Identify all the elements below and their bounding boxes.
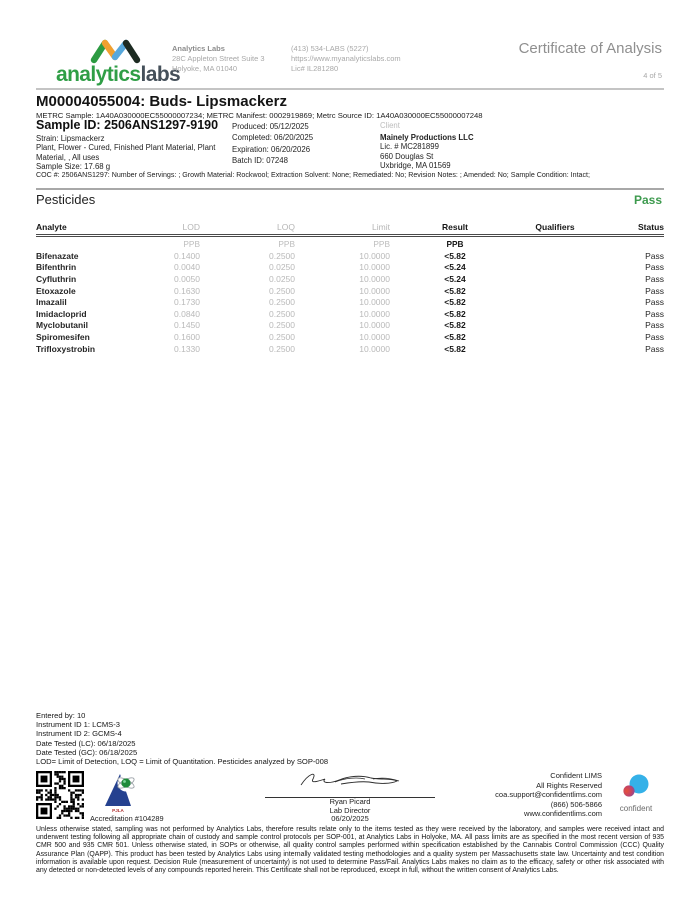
signer-date: 06/20/2025 (331, 814, 369, 823)
cell-loq: 0.2500 (269, 343, 295, 354)
cell-lod: 0.0840 (174, 308, 200, 319)
pesticides-section-title: Pesticides (36, 192, 96, 207)
confident-line: Confident LIMS (550, 771, 602, 780)
unit-limit: PPB (373, 239, 390, 249)
cell-status: Pass (645, 343, 664, 354)
client-address-line2: Uxbridge, MA 01569 (380, 161, 451, 171)
sample-title: M00004055004: Buds- Lipsmackerz (36, 93, 287, 110)
cell-limit: 10.0000 (359, 320, 390, 331)
cell-analyte: Bifenazate (36, 250, 79, 261)
lab-address-line2: Holyoke, MA 01040 (172, 64, 238, 73)
cell-analyte: Imidacloprid (36, 308, 87, 319)
notes-block (36, 711, 328, 766)
accreditation-number: Accreditation #104289 (90, 814, 164, 823)
cell-result: <5.82 (444, 250, 466, 261)
sample-type-line2: Material, , All uses (36, 152, 100, 162)
signature-icon (295, 778, 405, 795)
signer-name: Ryan Picard (329, 797, 371, 806)
cell-loq: 0.2500 (269, 308, 295, 319)
cell-result: <5.82 (444, 343, 466, 354)
cell-status: Pass (645, 262, 664, 273)
table-row (36, 331, 664, 343)
document-title: Certificate of Analysis (518, 40, 662, 57)
client-name: Mainely Productions LLC (380, 132, 474, 142)
dates-col (232, 121, 313, 167)
cell-limit: 10.0000 (359, 273, 390, 284)
logo-zigzag-icon (56, 36, 176, 64)
col-header-limit: Limit (372, 222, 390, 232)
confident-line: coa.support@confidentlims.com (495, 790, 602, 799)
section-divider (36, 188, 664, 190)
col-header-status: Status (638, 222, 664, 232)
metrc-line: METRC Sample: 1A40A030000EC55000007234; METRC Manifest: 0002919869; Metrc Source ID: 1A40A030000EC55000007248 (36, 111, 483, 120)
cell-status: Pass (645, 273, 664, 284)
cell-result: <5.82 (444, 320, 466, 331)
note-line: Date Tested (GC): 06/18/2025 (36, 747, 138, 757)
completed-date: Completed: 06/20/2025 (232, 133, 314, 143)
header-divider (36, 88, 664, 90)
cell-result: <5.24 (444, 273, 466, 284)
cell-analyte: Spiromesifen (36, 331, 90, 342)
client-license: Lic. # MC281899 (380, 142, 439, 152)
note-line: Entered by: 10 (36, 711, 86, 720)
cell-status: Pass (645, 331, 664, 342)
cell-analyte: Myclobutanil (36, 320, 88, 331)
table-row (36, 296, 664, 308)
cell-analyte: Etoxazole (36, 285, 76, 296)
cell-result: <5.82 (444, 297, 466, 308)
lab-address-line1: 28C Appleton Street Suite 3 (172, 54, 265, 63)
cell-lod: 0.1330 (174, 343, 200, 354)
table-row (36, 250, 664, 262)
unit-lod: PPB (183, 239, 200, 249)
cell-lod: 0.0040 (174, 262, 200, 273)
lab-phone: (413) 534-LABS (5227) (291, 44, 369, 53)
sample-id: Sample ID: 2506ANS1297-9190 (36, 118, 219, 132)
sample-size: Sample Size: 17.68 g (36, 162, 111, 171)
note-line: Instrument ID 2: GCMS-4 (36, 729, 122, 739)
confident-line: (866) 506-5866 (550, 799, 602, 809)
lab-website: https://www.myanalyticslabs.com (291, 54, 401, 63)
table-row (36, 285, 664, 297)
signature-block (265, 769, 435, 824)
confident-logo (608, 773, 664, 813)
coc-line: COC #: 2506ANS1297: Number of Servings: ; Growth Material: Rockwool; Extraction Solvent: None; Remediated: No; Revision Notes: ; Amended: No; Sample Condition: Intact; (36, 171, 590, 179)
client-col (380, 121, 474, 171)
batch-id: Batch ID: 07248 (232, 156, 288, 166)
table-row (36, 273, 664, 285)
cell-loq: 0.2500 (269, 297, 295, 308)
cell-lod: 0.1600 (174, 331, 200, 342)
lab-name: Analytics Labs (172, 44, 225, 53)
strain: Strain: Lipsmackerz (36, 134, 105, 143)
pesticides-section-status: Pass (633, 193, 662, 207)
col-header-loq: LOQ (277, 222, 295, 232)
cell-loq: 0.2500 (269, 285, 295, 296)
sample-details-col (36, 134, 241, 162)
col-header-result: Result (442, 222, 468, 232)
lab-license: Lic# IL281280 (291, 64, 339, 73)
cell-lod: 0.1400 (174, 250, 200, 261)
lab-contact-block (291, 44, 401, 74)
note-line: LOD= Limit of Detection, LOQ = Limit of Quantitation. Pesticides analyzed by SOP-008 (36, 757, 329, 767)
cell-limit: 10.0000 (359, 250, 390, 261)
cell-status: Pass (645, 250, 664, 261)
sample-type-line1: Plant, Flower - Cured, Finished Plant Material, Plant (36, 143, 216, 153)
unit-result: PPB (446, 239, 464, 249)
confident-line: All Rights Reserved (536, 780, 602, 790)
cell-loq: 0.2500 (269, 250, 295, 261)
client-address-line1: 660 Douglas St (380, 151, 434, 161)
cell-lod: 0.0050 (174, 273, 200, 284)
cell-analyte: Trifloxystrobin (36, 343, 96, 354)
produced-date: Produced: 05/12/2025 (232, 122, 309, 131)
pjla-label: PJLA (112, 808, 124, 813)
table-row (36, 308, 664, 320)
pesticides-units-row (36, 237, 664, 250)
cell-limit: 10.0000 (359, 343, 390, 354)
expiration-date: Expiration: 06/20/2026 (232, 144, 311, 154)
cell-lod: 0.1730 (174, 297, 200, 308)
cell-lod: 0.1450 (174, 320, 200, 331)
confident-logo-word: confident (619, 804, 653, 813)
unit-loq: PPB (278, 239, 295, 249)
confident-line: www.confidentlims.com (524, 809, 602, 818)
cell-result: <5.82 (444, 308, 466, 319)
disclaimer-text: Unless otherwise stated, sampling was not performed by Analytics Labs, therefore results relate only to the items tested as they were received by the laboratory, and samples were received intact and underwent testing following all appropriate chain of custody and sample control protocols per SOP-001, at Analytics Labs in Holyoke, MA. All pass limits are as specified in the most recent version of 935 CMR 500 and 935 CMR 501. Unless otherwise stated, in SOPs or otherwise, all quality control samples performed within specification established by the Cannabis Control Commission (CCC) Quality Assurance Plan (QAPP). This product has been tested by Analytics Labs using internally validated testing methodologies and a quality system per Massachusetts state law. Uncertainty and test condition information is available upon request. Decision Rule (measurement of uncertainty) is not used to determine Pass/Fail. Analytics Labs makes no claim as to the efficacy, safety or other risk associated with any detected or non-detected levels of any compounds reported herein. This Certificate shall not be reproduced, except in full, without the written consent of Analytics Labs. (36, 826, 664, 875)
cell-limit: 10.0000 (359, 331, 390, 342)
pesticides-table-header (36, 222, 664, 237)
cell-result: <5.24 (444, 262, 466, 273)
cell-result: <5.82 (444, 331, 466, 342)
note-line: Date Tested (LC): 06/18/2025 (36, 738, 136, 748)
note-line: Instrument ID 1: LCMS-3 (36, 720, 120, 730)
logo-wordmark: analyticslabs (56, 63, 181, 86)
cell-status: Pass (645, 308, 664, 319)
cell-limit: 10.0000 (359, 308, 390, 319)
pjla-accreditation-icon (98, 770, 138, 814)
cell-analyte: Bifenthrin (36, 262, 77, 273)
lab-address-block (172, 44, 265, 74)
pesticides-table-body (36, 250, 664, 354)
analytics-labs-logo (56, 36, 181, 86)
cell-lod: 0.1630 (174, 285, 200, 296)
cell-limit: 10.0000 (359, 297, 390, 308)
cell-status: Pass (645, 297, 664, 308)
col-header-analyte: Analyte (36, 222, 67, 232)
cell-limit: 10.0000 (359, 285, 390, 296)
confident-logo-icon (614, 773, 658, 799)
cell-loq: 0.2500 (269, 331, 295, 342)
cell-result: <5.82 (444, 285, 466, 296)
cell-analyte: Imazalil (36, 297, 67, 308)
table-row (36, 262, 664, 274)
cell-status: Pass (645, 320, 664, 331)
col-header-lod: LOD (182, 222, 200, 232)
signer-title: Lab Director (329, 805, 371, 815)
table-row (36, 320, 664, 332)
confident-lims-block (495, 771, 602, 819)
cell-analyte: Cyfluthrin (36, 273, 77, 284)
cell-limit: 10.0000 (359, 262, 390, 273)
page-indicator: 4 of 5 (643, 71, 662, 80)
cell-loq: 0.0250 (269, 273, 295, 284)
client-label: Client (380, 121, 400, 130)
pesticides-table (36, 222, 664, 354)
qr-code (36, 771, 84, 819)
cell-loq: 0.2500 (269, 320, 295, 331)
col-header-qualifiers: Qualifiers (535, 222, 575, 232)
cell-loq: 0.0250 (269, 262, 295, 273)
cell-status: Pass (645, 285, 664, 296)
table-row (36, 343, 664, 355)
